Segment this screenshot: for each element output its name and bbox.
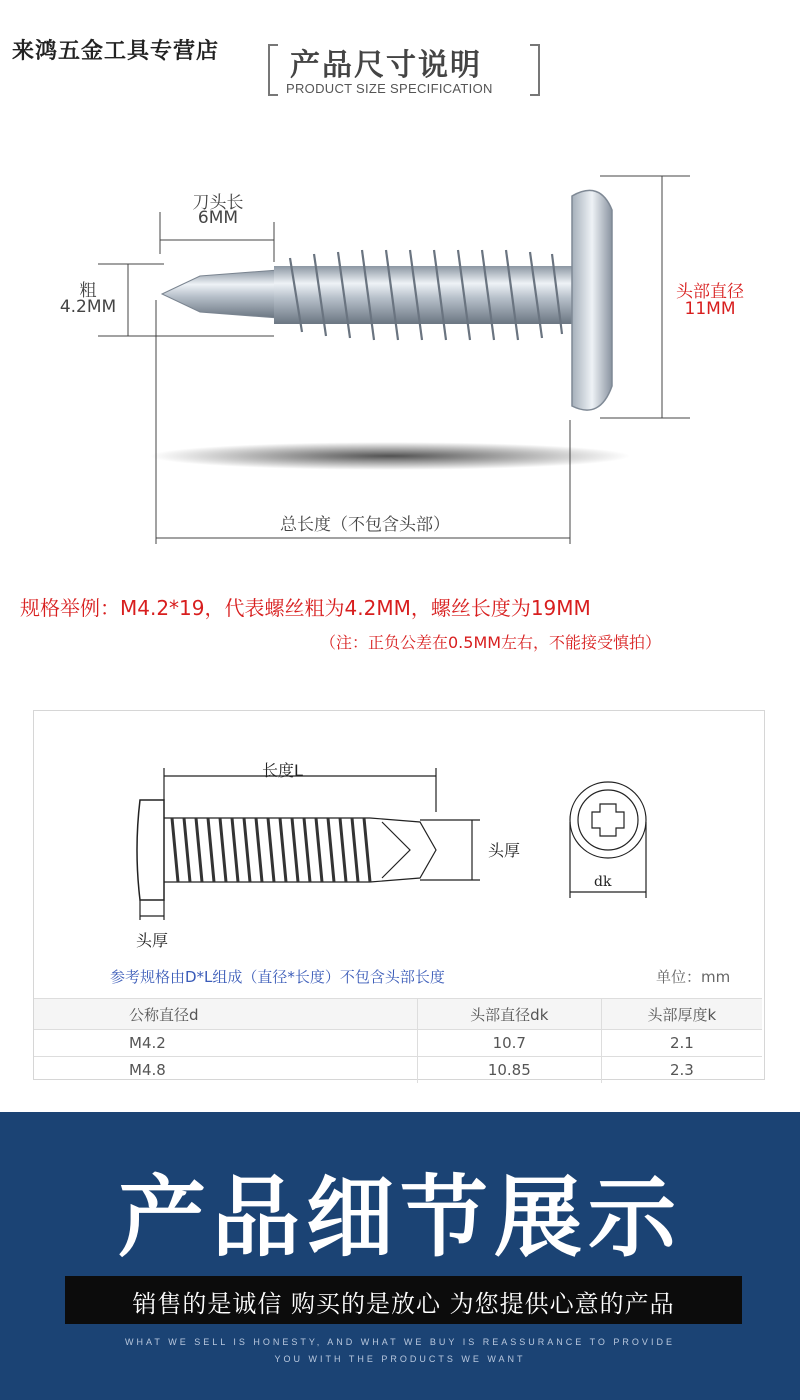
table-header-row (34, 999, 762, 1030)
english-slogan-line2: YOU WITH THE PRODUCTS WE WANT (274, 1354, 526, 1364)
table-cell: 2.1 (601, 1030, 762, 1057)
technical-drawing (120, 740, 760, 940)
section-title: 产品尺寸说明 (290, 48, 482, 83)
table-cell: M4.8 (34, 1057, 417, 1084)
table-row (34, 1030, 762, 1057)
title-bracket-left (268, 44, 278, 96)
table-row (34, 1057, 762, 1084)
table-cell: 2.3 (601, 1057, 762, 1084)
screw-shadow (150, 442, 630, 470)
table-cell: 10.7 (417, 1030, 601, 1057)
thickness-label: 粗 (79, 281, 97, 301)
table-header-cell: 公称直径d (34, 999, 417, 1030)
banner-title: 产品细节展示 (117, 1165, 682, 1269)
thickness-side-label: 头厚 (488, 841, 521, 860)
tolerance-note: （注：正负公差在0.5MM左右，不能接受慎拍） (320, 633, 662, 652)
head-diameter-value: 11MM (684, 299, 736, 319)
section-subtitle: PRODUCT SIZE SPECIFICATION (286, 81, 493, 96)
unit-label: 单位：mm (656, 968, 731, 986)
shop-name: 来鸿五金工具专营店 (12, 39, 220, 64)
dk-label: dk (594, 874, 612, 890)
title-bracket-right (530, 44, 540, 96)
slogan-text: 销售的是诚信 购买的是放心 为您提供心意的产品 (132, 1290, 675, 1318)
thread-pattern (172, 818, 370, 882)
table-header-cell: 头部厚度k (601, 999, 762, 1030)
head-thickness-label: 头厚 (136, 931, 169, 950)
reference-note: 参考规格由D*L组成（直径*长度）不包含头部长度 (110, 968, 445, 986)
total-length-label: 总长度（不包含头部） (230, 510, 500, 535)
head-diameter-label: 头部直径 (676, 282, 744, 302)
screw-head (572, 190, 612, 410)
tip-length-label: 刀头长 (192, 193, 244, 213)
table-header-cell: 头部直径dk (417, 999, 601, 1030)
thickness-value: 4.2MM (59, 297, 117, 317)
spec-table (34, 998, 762, 1083)
spec-example-text: 规格举例：M4.2*19，代表螺丝粗为4.2MM，螺丝长度为19MM (20, 596, 591, 620)
english-slogan-line1: WHAT WE SELL IS HONESTY, AND WHAT WE BUY IS REASSURANCE TO PROVIDE (125, 1337, 675, 1347)
table-cell: 10.85 (417, 1057, 601, 1084)
screw-dimension-diagram (0, 150, 800, 560)
table-cell: M4.2 (34, 1030, 417, 1057)
screw-drill-tip (162, 270, 278, 318)
tip-length-value: 6MM (197, 208, 239, 228)
length-l-label: 长度L (262, 761, 303, 780)
